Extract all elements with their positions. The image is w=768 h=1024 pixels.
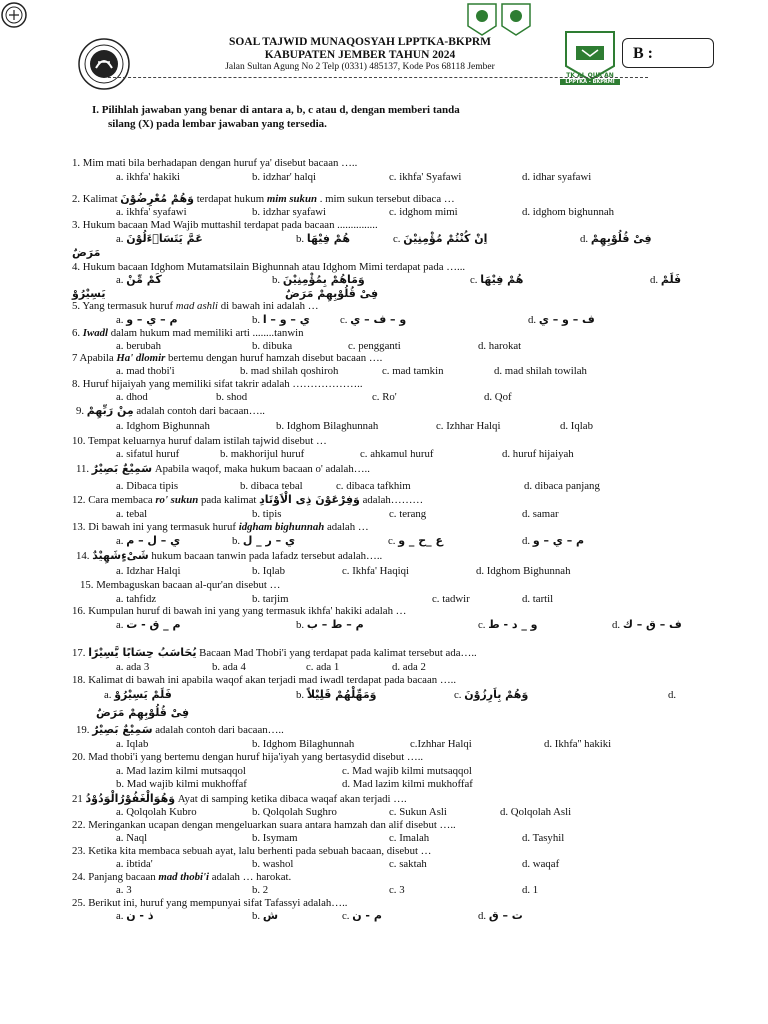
q21-option-d[interactable]: d. Qolqolah Asli bbox=[500, 806, 572, 818]
q22-option-b[interactable]: b. Isymam bbox=[252, 832, 298, 844]
q7-option-b[interactable]: b. mad shilah qoshiroh bbox=[240, 365, 339, 377]
q4-option-c-arabic: هُمْ فِيْهَا bbox=[480, 273, 524, 286]
q5-emphasis: mad ashli bbox=[175, 300, 219, 312]
q1-option-a[interactable]: a. ikhfa' hakiki bbox=[116, 171, 181, 183]
q16-option-c[interactable]: c. و _ د - ط bbox=[478, 618, 538, 631]
q12-option-b[interactable]: b. tipis bbox=[252, 508, 282, 520]
q4-option-b-arabic: وَمَاهُمْ بِمُؤْمِنِيْنَ bbox=[282, 273, 365, 286]
q17-option-c[interactable]: c. ada 1 bbox=[306, 661, 340, 673]
q16-option-d[interactable]: d. ف – ق – ك bbox=[612, 618, 682, 631]
q8-option-a[interactable]: a. dhod bbox=[116, 391, 148, 403]
header-address: Jalan Sultan Agung No 2 Telp (0331) 485137, Kode Pos 68118 Jember bbox=[225, 62, 495, 72]
q2-option-a[interactable]: a. ikhfa' syafawi bbox=[116, 206, 187, 218]
question-25: 25. Berikut ini, huruf yang mempunyai sifat Tafassyi adalah….. bbox=[72, 897, 348, 909]
instruction-line1: I. Pilihlah jawaban yang benar di antara a, b, c atau d, dengan memberi tanda bbox=[92, 104, 460, 116]
q11-option-a[interactable]: a. Dibaca tipis bbox=[116, 480, 179, 492]
q3-option-b-arabic: هُمْ فِيْهَا bbox=[306, 232, 350, 245]
q12-option-a[interactable]: a. tebal bbox=[116, 508, 148, 520]
q17-option-b[interactable]: b. ada 4 bbox=[212, 661, 246, 673]
q25-option-d[interactable]: d. ت – ق bbox=[478, 909, 523, 922]
q5-option-b-arabic: ي – و – ا bbox=[262, 313, 310, 326]
header-divider bbox=[108, 77, 648, 78]
instruction-line2: silang (X) pada lembar jawaban yang tersedia. bbox=[108, 118, 327, 130]
question-8: 8. Huruf hijaiyah yang memiliki sifat takrir adalah ……………….. bbox=[72, 378, 363, 390]
q24-option-c[interactable]: c. 3 bbox=[389, 884, 405, 896]
q12-emphasis: ro' sukun bbox=[155, 494, 199, 506]
q14-option-b[interactable]: b. Iqlab bbox=[252, 565, 285, 577]
q3-option-c-arabic: اِنْ كُنْتُمْ مُؤْمِنِيْنَ bbox=[403, 232, 488, 245]
q3-option-c[interactable]: c. اِنْ كُنْتُمْ مُؤْمِنِيْنَ bbox=[393, 232, 488, 245]
q25-option-a-arabic: ذ - ن bbox=[126, 909, 154, 922]
q23-option-c[interactable]: c. saktah bbox=[389, 858, 427, 870]
q1-option-d[interactable]: d. idhar syafawi bbox=[522, 171, 592, 183]
q5-option-a-arabic: م – ي – و bbox=[126, 313, 178, 326]
q16-option-d-arabic: ف – ق – ك bbox=[622, 618, 682, 631]
q16-option-a-arabic: م _ ق - ت bbox=[126, 618, 181, 631]
question-12: 12. Cara membaca ro' sukun pada kalimat وَفِرْعَوْنَ ذِى الْاَوْتَادِ adalah……… bbox=[72, 493, 424, 506]
q10-option-c[interactable]: c. ahkamul huruf bbox=[360, 448, 434, 460]
q4-option-a[interactable]: a. كَمْ مِّنْ bbox=[116, 273, 162, 286]
q18-option-d[interactable]: d. bbox=[668, 689, 677, 701]
q5-option-d-arabic: ف – و – ي bbox=[538, 313, 595, 326]
q25-option-a[interactable]: a. ذ - ن bbox=[116, 909, 154, 922]
q2-option-d[interactable]: d. idghom bighunnah bbox=[522, 206, 615, 218]
q6-emphasis: Iwadl bbox=[82, 327, 108, 339]
q9-option-b[interactable]: b. Idghom Bilaghunnah bbox=[276, 420, 379, 432]
q12-option-c[interactable]: c. terang bbox=[389, 508, 427, 520]
q18-option-c-arabic: وَهُمْ بِاَرِزُوْنَ bbox=[464, 688, 529, 701]
q4-option-d-arabic: فَلَمْ bbox=[660, 273, 682, 286]
question-17: 17. يُحَاسَبُ حِسَابًا يَّسِيْرًا Bacaan Mad Thobi'i yang terdapat pada kalimat tersebut ada….. bbox=[72, 646, 477, 659]
q7-option-c[interactable]: c. mad tamkin bbox=[382, 365, 444, 377]
q7-option-d[interactable]: d. mad shilah towilah bbox=[494, 365, 587, 377]
question-2 bbox=[72, 193, 455, 205]
q2-text1: 2. Kalimat bbox=[72, 193, 118, 205]
q25-option-b[interactable]: b. ش bbox=[252, 909, 278, 922]
question-11: 11. سَمِيْعٌ بَصِيْرٌ Apabila waqof, maka hukum bacaan o' adalah….. bbox=[76, 462, 370, 475]
q6-option-b[interactable]: b. dibuka bbox=[252, 340, 293, 352]
question-18: 18. Kalimat di bawah ini apabila waqof akan terjadi mad iwadl terdapat pada bacaan ….. bbox=[72, 674, 457, 686]
q6-option-d[interactable]: d. harokat bbox=[478, 340, 522, 352]
q25-option-b-arabic: ش bbox=[262, 909, 278, 922]
q8-option-d[interactable]: d. Qof bbox=[484, 391, 512, 403]
q2-text2: terdapat hukum bbox=[196, 193, 267, 205]
corner-badge-icon bbox=[1, 2, 27, 28]
q18-option-c[interactable]: c. وَهُمْ بِاَرِزُوْنَ bbox=[454, 688, 529, 701]
q13-option-b[interactable]: b. ي – ر _ ل bbox=[232, 534, 296, 547]
q16-option-c-arabic: و _ د - ط bbox=[488, 618, 538, 631]
q20-option-b[interactable]: b. Mad wajib kilmi mukhoffaf bbox=[116, 778, 247, 790]
q3-option-a-arabic: عَمَّ يَتَسَاۤءَلُوْنَ bbox=[126, 232, 203, 245]
q18-option-a-arabic: فَلَمْ يَسِيْرُوْ bbox=[114, 688, 172, 701]
question-9: 9. مِنْ رَبِّهِمْ adalah contoh dari bacaan….. bbox=[76, 404, 265, 417]
q5-option-c[interactable]: c. و – ف – ي bbox=[340, 313, 407, 326]
question-16: 16. Kumpulan huruf di bawah ini yang yang termasuk ikhfa' hakiki adalah … bbox=[72, 605, 407, 617]
q4-option-d[interactable]: d. فَلَمْ bbox=[650, 273, 682, 286]
q18-option-d-arabic: فِىْ قُلُوْبِهِمْ مَرَضٌ bbox=[96, 706, 190, 719]
q2-option-b[interactable]: b. idzhar syafawi bbox=[252, 206, 327, 218]
q15-option-b[interactable]: b. tarjim bbox=[252, 593, 289, 605]
q16-option-b-arabic: م – ط – ب bbox=[306, 618, 364, 631]
tk-logo-caption: TK AL QUR'AN bbox=[566, 72, 614, 79]
q16-option-b[interactable]: b. م – ط – ب bbox=[296, 618, 364, 631]
q25-option-c-arabic: م - ن bbox=[352, 909, 382, 922]
q13-option-c-arabic: ع _ح _ و bbox=[398, 534, 443, 547]
q3-option-d-arabic: فِىْ قُلُوْبِهِمْ bbox=[590, 232, 652, 245]
q18-option-a[interactable]: a. فَلَمْ يَسِيْرُوْ bbox=[104, 688, 172, 701]
q19-option-a[interactable]: a. Iqlab bbox=[116, 738, 149, 750]
q1-option-c[interactable]: c. ikhfa' Syafawi bbox=[389, 171, 462, 183]
question-15: 15. Membaguskan bacaan al-qur'an disebut … bbox=[80, 579, 281, 591]
q15-option-d[interactable]: d. tartil bbox=[522, 593, 554, 605]
question-5: 5. Yang termasuk huruf mad ashli di bawah ini adalah … bbox=[72, 300, 319, 312]
q5-option-a[interactable]: a. م – ي – و bbox=[116, 313, 178, 326]
q25-option-c[interactable]: c. م - ن bbox=[342, 909, 382, 922]
code-box: B : bbox=[622, 38, 714, 68]
q4-option-a-arabic: كَمْ مِّنْ bbox=[126, 273, 162, 286]
q3-option-b[interactable]: b. هُمْ فِيْهَا bbox=[296, 232, 350, 245]
q18-option-b[interactable]: b. وَمَهِّلْهُمْ قَلِيْلاً bbox=[296, 688, 377, 701]
q3-option-a[interactable]: a. عَمَّ يَتَسَاۤءَلُوْنَ bbox=[116, 232, 203, 245]
q9-option-d[interactable]: d. Iqlab bbox=[560, 420, 593, 432]
question-19: 19. سَمِيْعٌ بَصِيْرٌ adalah contoh dari bacaan….. bbox=[76, 723, 284, 736]
question-6: 6. Iwadl dalam hukum mad memiliki arti ........tanwin bbox=[72, 327, 304, 339]
lpptka-emblem-left-icon bbox=[466, 2, 498, 36]
q14-option-c[interactable]: c. Ikhfa' Haqiqi bbox=[342, 565, 410, 577]
q19-option-b[interactable]: b. Idghom Bilaghunnah bbox=[252, 738, 355, 750]
q2-option-c[interactable]: c. idghom mimi bbox=[389, 206, 458, 218]
lpptka-emblem-right-icon bbox=[500, 2, 532, 36]
question-21: 21 وَهُوَالْغَفُوْرُالْوَدُوْدُ Ayat di samping ketika dibaca waqaf akan terjadi …. bbox=[72, 792, 407, 805]
q19-option-d[interactable]: d. Ikhfa'' hakiki bbox=[544, 738, 612, 750]
q11-arabic: سَمِيْعٌ بَصِيْرٌ bbox=[91, 462, 153, 475]
q22-option-d[interactable]: d. Tasyhil bbox=[522, 832, 565, 844]
q15-option-c[interactable]: c. tadwir bbox=[432, 593, 470, 605]
q11-option-c[interactable]: c. dibaca tafkhim bbox=[336, 480, 411, 492]
question-13: 13. Di bawah ini yang termasuk huruf idgham bighunnah adalah … bbox=[72, 521, 369, 533]
q23-option-d[interactable]: d. waqaf bbox=[522, 858, 560, 870]
q20-option-d[interactable]: d. Mad lazim kilmi mukhoffaf bbox=[342, 778, 473, 790]
tk-logo-subcaption: LPPTKA - BKPRMI bbox=[560, 79, 620, 85]
q14-option-a[interactable]: a. Idzhar Halqi bbox=[116, 565, 181, 577]
q4-arabic-extra: فِىْ قُلُوْبِهِمْ مَرَضٌ bbox=[285, 287, 379, 300]
q13-option-d-arabic: م – ي – و bbox=[532, 534, 585, 547]
q14-arabic: شَىْءٍشَهِيْدٌ bbox=[92, 549, 149, 562]
question-23: 23. Ketika kita membaca sebuah ayat, lalu berhenti pada sebuah bacaan, disebut … bbox=[72, 845, 432, 857]
q10-option-d[interactable]: d. huruf hijaiyah bbox=[502, 448, 574, 460]
q16-option-a[interactable]: a. م _ ق - ت bbox=[116, 618, 181, 631]
q21-option-b[interactable]: b. Qolqolah Sughro bbox=[252, 806, 337, 818]
q13-option-b-arabic: ي – ر _ ل bbox=[242, 534, 296, 547]
q19-option-c[interactable]: c.Izhhar Halqi bbox=[410, 738, 472, 750]
q20-option-c[interactable]: c. Mad wajib kilmi mutsaqqol bbox=[342, 765, 472, 777]
question-1: 1. Mim mati bila berhadapan dengan huruf ya' disebut bacaan ….. bbox=[72, 157, 358, 169]
q13-option-a-arabic: ي – ل – م bbox=[126, 534, 181, 547]
q6-option-a[interactable]: a. berubah bbox=[116, 340, 161, 352]
q8-option-b[interactable]: b. shod bbox=[216, 391, 248, 403]
q17-option-a[interactable]: a. ada 3 bbox=[116, 661, 150, 673]
q5-option-d[interactable]: d. ف – و – ي bbox=[528, 313, 595, 326]
q17-arabic: يُحَاسَبُ حِسَابًا يَّسِيْرًا bbox=[88, 646, 197, 659]
question-10: 10. Tempat keluarnya huruf dalam istilah tajwid disebut … bbox=[72, 435, 327, 447]
instruction bbox=[92, 103, 652, 131]
q13-emphasis: idgham bighunnah bbox=[238, 521, 325, 533]
q12-arabic: وَفِرْعَوْنَ ذِى الْاَوْتَادِ bbox=[259, 493, 360, 506]
bkprmi-logo-icon bbox=[78, 38, 130, 90]
q24-option-a[interactable]: a. 3 bbox=[116, 884, 132, 896]
q2-arabic: وَهُمْ مُعْرِضُوْنَ bbox=[120, 192, 194, 205]
q19-arabic: سَمِيْعٌ بَصِيْرٌ bbox=[92, 723, 153, 736]
q21-option-c[interactable]: c. Sukun Asli bbox=[389, 806, 447, 818]
q24-option-b[interactable]: b. 2 bbox=[252, 884, 269, 896]
q1-option-b[interactable]: b. idzhar' halqi bbox=[252, 171, 317, 183]
q14-option-d[interactable]: d. Idghom Bighunnah bbox=[476, 565, 571, 577]
q13-option-a[interactable]: a. ي – ل – م bbox=[116, 534, 181, 547]
question-14: 14. شَىْءٍشَهِيْدٌ hukum bacaan tanwin pada lafadz tersebut adalah….. bbox=[76, 549, 383, 562]
q6-option-c[interactable]: c. pengganti bbox=[348, 340, 401, 352]
q4-option-b[interactable]: b. وَمَاهُمْ بِمُؤْمِنِيْنَ bbox=[272, 273, 365, 286]
q10-option-b[interactable]: b. makhorijul huruf bbox=[220, 448, 305, 460]
question-24: 24. Panjang bacaan mad thobi'i adalah … harokat. bbox=[72, 871, 292, 883]
question-7: 7 Apabila Ha' dlomir bertemu dengan huruf hamzah disebut bacaan …. bbox=[72, 352, 383, 364]
q23-option-b[interactable]: b. washol bbox=[252, 858, 294, 870]
q8-option-c[interactable]: c. Ro' bbox=[372, 391, 397, 403]
q21-option-a[interactable]: a. Qolqolah Kubro bbox=[116, 806, 197, 818]
question-4: 4. Hukum bacaan Idghom Mutamatsilain Bighunnah atau Idghom Mimi terdapat pada …... bbox=[72, 261, 466, 273]
q15-option-a[interactable]: a. tahfidz bbox=[116, 593, 157, 605]
q4-option-c[interactable]: c. هُمْ فِيْهَا bbox=[470, 273, 524, 286]
q20-option-a[interactable]: a. Mad lazim kilmi mutsaqqol bbox=[116, 765, 246, 777]
q5-option-c-arabic: و – ف – ي bbox=[350, 313, 407, 326]
q18-option-b-arabic: وَمَهِّلْهُمْ قَلِيْلاً bbox=[306, 688, 377, 701]
q7-option-a[interactable]: a. mad thobi'i bbox=[116, 365, 175, 377]
q24-option-d[interactable]: d. 1 bbox=[522, 884, 539, 896]
q10-option-a[interactable]: a. sifatul huruf bbox=[116, 448, 180, 460]
header-title-line2: KABUPATEN JEMBER TAHUN 2024 bbox=[264, 49, 456, 61]
q4-option-d-arabic-cont: يَسِيْرُوْ bbox=[72, 287, 106, 300]
q12-option-d[interactable]: d. samar bbox=[522, 508, 559, 520]
q2-text3: . mim sukun tersebut dibaca … bbox=[319, 193, 455, 205]
q9-option-c[interactable]: c. Izhhar Halqi bbox=[436, 420, 501, 432]
q7-emphasis: Ha' dlomir bbox=[116, 352, 166, 364]
header-title-line1: SOAL TAJWID MUNAQOSYAH LPPTKA-BKPRM bbox=[228, 36, 492, 48]
q9-arabic: مِنْ رَبِّهِمْ bbox=[86, 404, 134, 417]
q22-option-a[interactable]: a. Naql bbox=[116, 832, 148, 844]
q21-arabic: وَهُوَالْغَفُوْرُالْوَدُوْدُ bbox=[85, 792, 176, 805]
q25-option-d-arabic: ت – ق bbox=[488, 909, 523, 922]
q22-option-c[interactable]: c. Imalah bbox=[389, 832, 430, 844]
q3-option-d-arabic-cont: مَرَضٌ bbox=[72, 246, 101, 259]
q9-option-a[interactable]: a. Idghom Bighunnah bbox=[116, 420, 210, 432]
question-3: 3. Hukum bacaan Mad Wajib muttashil terdapat pada bacaan ............... bbox=[72, 219, 378, 231]
q17-option-d[interactable]: d. ada 2 bbox=[392, 661, 426, 673]
q24-emphasis: mad thobi'i bbox=[158, 871, 210, 883]
q13-option-d[interactable]: d. م – ي – و bbox=[522, 534, 585, 547]
q11-option-b[interactable]: b. dibaca tebal bbox=[240, 480, 303, 492]
q11-option-d[interactable]: d. dibaca panjang bbox=[524, 480, 600, 492]
q2-emphasis: mim sukun bbox=[266, 193, 317, 205]
question-20: 20. Mad thobi'i yang bertemu dengan huruf hija'iyah yang bertasydid disebut ….. bbox=[72, 751, 424, 763]
q3-option-d[interactable]: d. فِىْ قُلُوْبِهِمْ bbox=[580, 232, 652, 245]
q5-option-b[interactable]: b. ي – و – ا bbox=[252, 313, 310, 326]
q23-option-a[interactable]: a. ibtida' bbox=[116, 858, 153, 870]
q13-option-c[interactable]: c. ع _ح _ و bbox=[388, 534, 443, 547]
question-22: 22. Meringankan ucapan dengan mengeluarkan suara antara hamzah dan alif disebut ….. bbox=[72, 819, 456, 831]
